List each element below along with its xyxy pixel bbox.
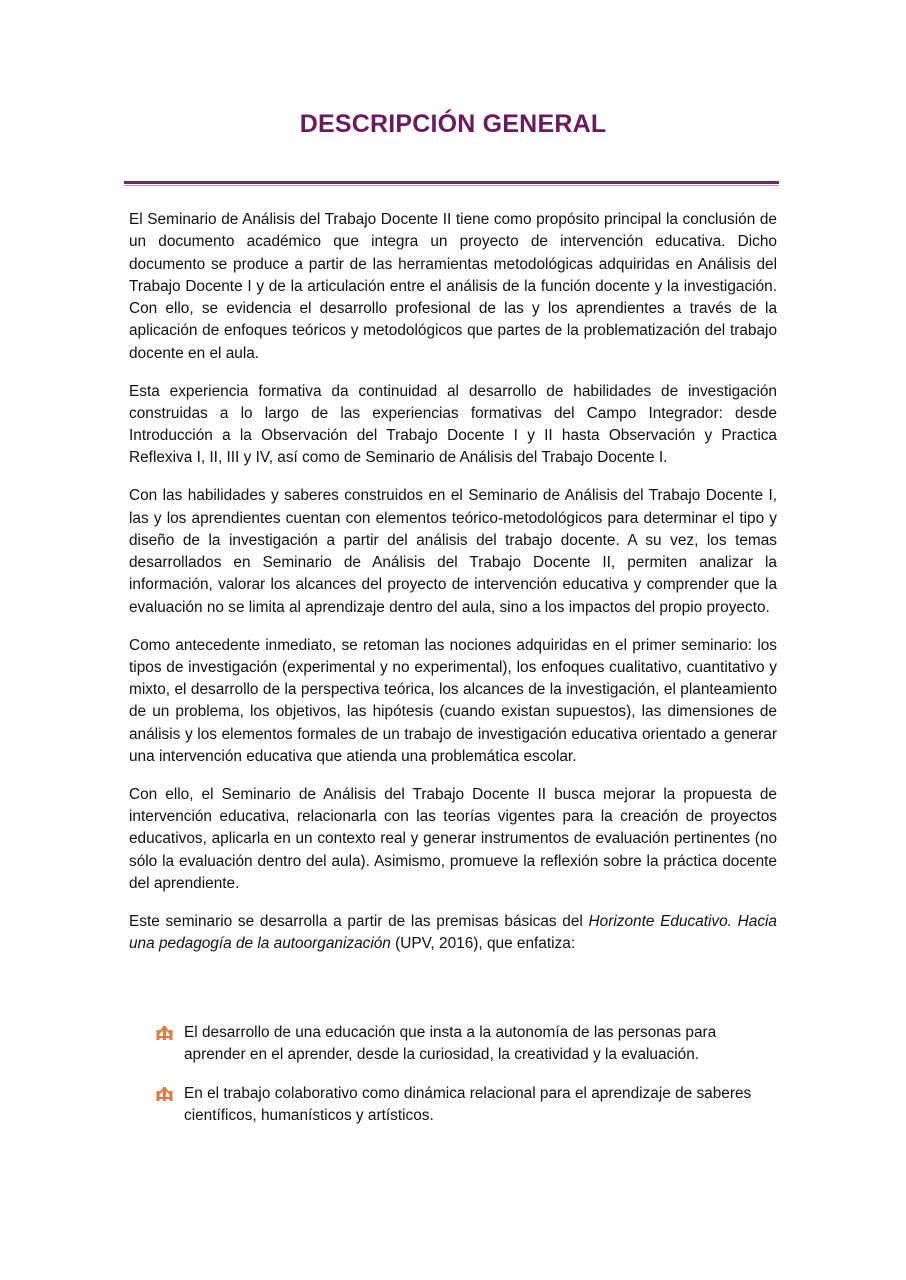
title-divider-thick-line <box>124 181 779 184</box>
page-title: DESCRIPCIÓN GENERAL <box>299 110 607 138</box>
paragraph: Con las habilidades y saberes construidos en el Seminario de Análisis del Trabajo Docente I, las y los aprendientes cuentan con elementos teórico-metodológicos para determinar el tipo y diseño de la investigación a partir del análisis del trabajo docente. A su vez, los temas desarrollados en Seminario de Análisis del Trabajo Docente II, permiten analizar la información, valorar los alcances del proyecto de intervención educativa y comprender que la evaluación no se limita al aprendizaje dentro del aula, sino a los impactos del propio proyecto. <box>129 487 777 616</box>
list-item <box>155 1083 777 1128</box>
ornamental-bullet-icon <box>156 1086 173 1102</box>
paragraph: Con ello, el Seminario de Análisis del Trabajo Docente II busca mejorar la propuesta de intervención educativa, relacionarla con las teorías vigentes para la creación de proyectos educativos, aplicarla en un contexto real y generar instrumentos de evaluación pertinentes (no sólo la evaluación dentro del aula). Asimismo, promueve la reflexión sobre la práctica docente del aprendiente. <box>129 785 777 893</box>
book-title-italic: Horizonte Educativo. Hacia una pedagogía de la autoorganización <box>129 912 777 953</box>
title-divider <box>124 181 779 186</box>
paragraph: Esta experiencia formativa da continuidad al desarrollo de habilidades de investigación construidas a lo largo de las experiencias formativas del Campo Integrador: desde Introducción a la Observación del Trabajo Docente I y II hasta Observación y Practica Reflexiva I, II, III y IV, así como de Seminario de Análisis del Trabajo Docente I. <box>129 382 777 467</box>
ornamental-bullet-icon <box>156 1025 173 1041</box>
list-item <box>155 1022 777 1067</box>
premises-list <box>155 1022 777 1143</box>
list-item-text: El desarrollo de una educación que insta a la autonomía de las personas para aprender en el aprender, desde la curiosidad, la creatividad y la evaluación. <box>184 1024 717 1064</box>
list-item-text: En el trabajo colaborativo como dinámica relacional para el aprendizaje de saberes científicos, humanísticos y artísticos. <box>184 1084 752 1124</box>
intro-to-bullets-paragraph <box>129 911 777 956</box>
paragraph: El Seminario de Análisis del Trabajo Docente II tiene como propósito principal la conclusión de un documento académico que integra un proyecto de intervención educativa. Dicho documento se produce a partir de las herramientas metodológicas adquiridas en Análisis del Trabajo Docente I y de la articulación entre el análisis de la función docente y la investigación. Con ello, se evidencia el desarrollo profesional de las y los aprendientes a través de la aplicación de enfoques teóricos y metodológicos que partes de la problematización del trabajo docente en el aula. <box>129 211 777 362</box>
intro-text-after: (UPV, 2016), que enfatiza: <box>390 935 576 953</box>
paragraph: Como antecedente inmediato, se retoman las nociones adquiridas en el primer seminario: los tipos de investigación (experimental y no experimental), los enfoques cualitativo, cuantitativo y mixto, el desarrollo de la perspectiva teórica, los alcances de la investigación, el planteamiento de un problema, los objetivos, las hipótesis (cuando existan supuestos), las dimensiones de análisis y los elementos formales de un trabajo de investigación educativa orientado a generar una intervención educativa que atienda una problemática escolar. <box>129 636 777 766</box>
intro-text-before: Este seminario se desarrolla a partir de las premisas básicas del <box>129 912 589 930</box>
title-divider-thin-line <box>124 185 779 186</box>
document-body <box>129 209 777 969</box>
